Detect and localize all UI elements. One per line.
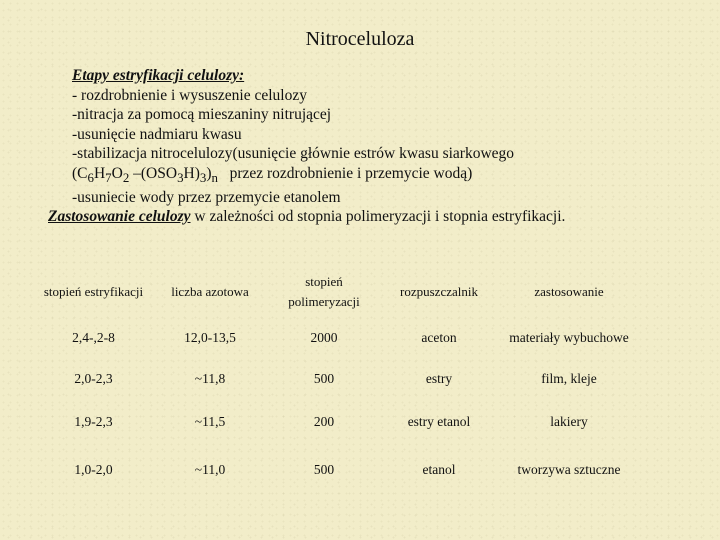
step-6: -usuniecie wody przez przemycie etanolem bbox=[72, 188, 341, 206]
table-cell: ~11,8 bbox=[194, 371, 226, 386]
table-cell: etanol bbox=[422, 462, 456, 477]
table-cell: film, kleje bbox=[541, 371, 597, 386]
table-cell: materiały wybuchowe bbox=[509, 329, 629, 345]
formula-line bbox=[48, 164, 688, 188]
table-cell: 2000 bbox=[310, 329, 338, 345]
table-cell: ~11,5 bbox=[194, 414, 226, 429]
table-row bbox=[35, 359, 640, 399]
table-cell: lakiery bbox=[550, 414, 588, 429]
step-4-continuation: przez rozdrobnienie i przemycie wodą) bbox=[229, 164, 473, 182]
table-cell: 500 bbox=[313, 371, 335, 386]
table-cell: 500 bbox=[313, 462, 335, 477]
table-cell: estry etanol bbox=[407, 414, 471, 429]
table-cell: 1,9-2,3 bbox=[74, 414, 113, 429]
table-cell: 2,0-2,3 bbox=[74, 371, 113, 386]
zastosowanie-heading: Zastosowanie celulozy bbox=[48, 208, 191, 226]
step-2: -nitracja za pomocą mieszaniny nitrującej bbox=[72, 106, 332, 124]
table-cell: tworzywa sztuczne bbox=[517, 462, 621, 477]
column-header: liczba azotowa bbox=[171, 284, 249, 299]
table-row bbox=[35, 399, 640, 445]
table-cell: aceton bbox=[421, 329, 457, 345]
column-header: stopień estryfikacji bbox=[43, 284, 144, 299]
table-cell: 200 bbox=[313, 414, 335, 429]
table-cell: estry bbox=[425, 371, 453, 386]
content-text bbox=[48, 66, 688, 227]
column-header: zastosowanie bbox=[534, 284, 604, 299]
formula: ($C_6H_7O_2$ $-(OSO_3H)_3)_n$ bbox=[72, 164, 218, 186]
properties-table bbox=[35, 268, 640, 495]
zastosowanie-text: w zależności od stopnia polimeryzacji i stopnia estryfikacji. bbox=[190, 208, 566, 226]
column-header: rozpuszczalnik bbox=[400, 284, 478, 299]
table-header-row bbox=[35, 268, 640, 316]
page-title: Nitroceluloza bbox=[305, 28, 415, 50]
table-row bbox=[35, 445, 640, 495]
step-3: -usunięcie nadmiaru kwasu bbox=[72, 125, 242, 143]
table-cell: ~11,0 bbox=[194, 462, 226, 477]
zastosowanie-paragraph bbox=[48, 207, 688, 227]
step-1: - rozdrobnienie i wysuszenie celulozy bbox=[72, 86, 307, 104]
table-cell: 12,0-13,5 bbox=[184, 329, 236, 345]
table-cell: 1,0-2,0 bbox=[74, 462, 113, 477]
etapy-heading: Etapy estryfikacji celulozy: bbox=[72, 67, 245, 84]
table-row bbox=[35, 316, 640, 359]
column-header: stopień polimeryzacji bbox=[288, 274, 360, 309]
step-4: -stabilizacja nitrocelulozy(usunięcie głównie estrów kwasu siarkowego bbox=[72, 145, 515, 163]
table-cell: 2,4-,2-8 bbox=[72, 329, 115, 345]
